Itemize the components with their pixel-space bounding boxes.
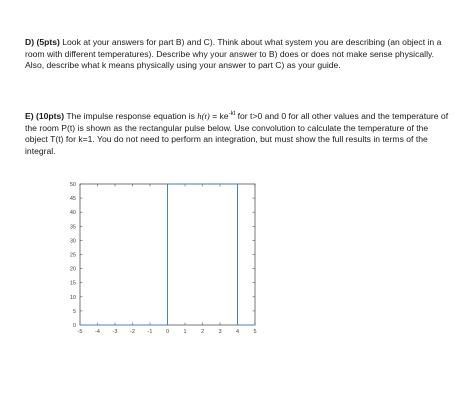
part-d-text: Look at your answers for part B) and C). Think about what system you are describing (an object in a room with different temperatures). Describe why your answer to B) does or does not make sense physically. Also, describe what k means physically using your answer to part C) as your guide. [25,37,442,70]
x-tick-label: -1 [147,329,153,335]
x-tick-label: -3 [112,329,118,335]
y-tick-label: 50 [69,182,76,188]
part-e-text-before: The impulse response equation is [64,111,198,121]
y-tick-label: 25 [69,252,76,259]
equation-base: ke [219,111,229,121]
equation-exponent: -kt [228,111,236,118]
y-tick-label: 40 [69,210,76,217]
y-tick-label: 20 [69,266,76,273]
part-e-label: E) (10pts) [25,111,65,121]
x-tick-label: -2 [130,329,135,335]
y-tick-label: 45 [69,196,76,203]
x-tick-label: 1 [183,329,187,335]
x-tick-label: 4 [235,329,240,335]
equation-lhs: h(t) [197,111,210,121]
y-tick-label: 15 [69,280,76,287]
x-tick-label: -5 [77,329,83,335]
x-tick-label: 0 [165,329,170,335]
part-d-label: D) (5pts) [25,37,60,47]
equation-equals: = [209,111,220,121]
x-tick-label: 2 [200,329,205,335]
part-e-text-after: for t>0 and 0 for all other values and the temperature of the room P(t) is shown as the rectangular pulse below. Use convolution to calculate the temperature of the object T(t) for k=1. You do not need to perform an integration, but must show the full results in terms of the integral. [25,111,449,156]
y-tick-label: 5 [72,308,76,315]
x-tick-label: 5 [253,329,257,335]
x-tick-label: 3 [218,329,222,335]
y-tick-label: 30 [69,238,76,245]
y-tick-label: 35 [69,224,76,231]
x-tick-label: -4 [95,329,100,335]
y-tick-label: 10 [69,294,76,301]
y-tick-label: 0 [72,323,76,329]
